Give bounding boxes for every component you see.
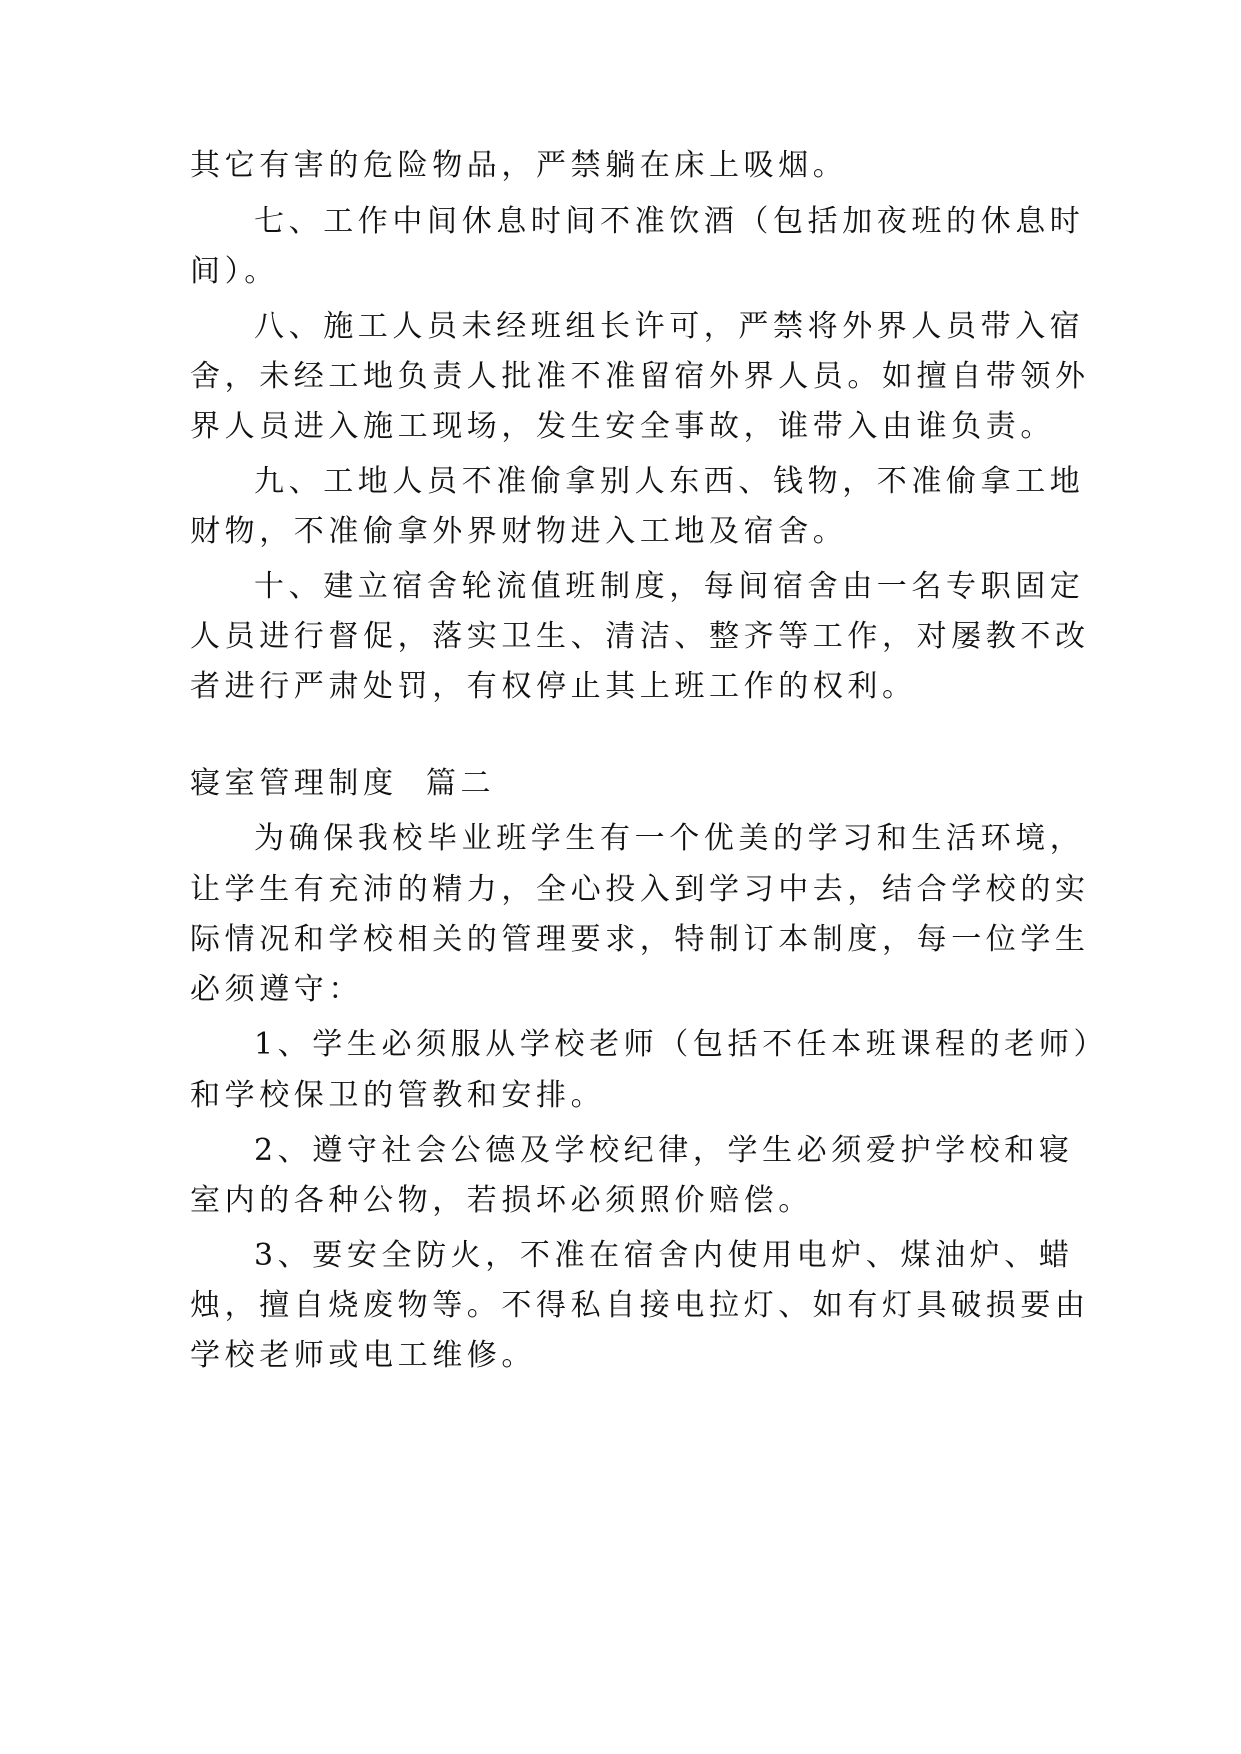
text-line: 际情况和学校相关的管理要求，特制订本制度，每一位学生 (190, 922, 1090, 957)
text-line: 和学校保卫的管教和安排。 (190, 1078, 606, 1113)
text-line: 者进行严肃处罚，有权停止其上班工作的权利。 (190, 669, 917, 704)
text-line: 其它有害的危险物品，严禁躺在床上吸烟。 (190, 148, 848, 183)
text-line: 间）。 (190, 254, 279, 289)
text-line: 舍，未经工地负责人批准不准留宿外界人员。如擅自带领外 (190, 359, 1090, 394)
text-line: 财物，不准偷拿外界财物进入工地及宿舍。 (190, 514, 848, 549)
text-line: 界人员进入施工现场，发生安全事故，谁带入由谁负责。 (190, 409, 1055, 444)
text-line: 九、工地人员不准偷拿别人东西、钱物，不准偷拿工地 (254, 464, 1085, 499)
text-line: 八、施工人员未经班组长许可，严禁将外界人员带入宿 (254, 309, 1085, 344)
text-line: 十、建立宿舍轮流值班制度，每间宿舍由一名专职固定 (254, 569, 1085, 604)
text-line: 为确保我校毕业班学生有一个优美的学习和生活环境， (254, 821, 1085, 856)
text-line: 学校老师或电工维修。 (190, 1338, 536, 1373)
text-line: 人员进行督促，落实卫生、清洁、整齐等工作，对屡教不改 (190, 619, 1090, 654)
section-heading: 寝室管理制度 篇二 (190, 766, 496, 801)
text-line: 2、遵守社会公德及学校纪律，学生必须爱护学校和寝 (254, 1133, 1074, 1168)
text-line: 3、要安全防火，不准在宿舍内使用电炉、煤油炉、蜡 (254, 1238, 1074, 1273)
text-line: 烛，擅自烧废物等。不得私自接电拉灯、如有灯具破损要由 (190, 1288, 1090, 1323)
text-line: 必须遵守： (190, 972, 363, 1007)
text-line: 室内的各种公物，若损坏必须照价赔偿。 (190, 1183, 813, 1218)
text-line: 七、工作中间休息时间不准饮酒（包括加夜班的休息时 (254, 204, 1085, 239)
text-line: 1、学生必须服从学校老师（包括不任本班课程的老师） (254, 1027, 1109, 1062)
text-line: 让学生有充沛的精力，全心投入到学习中去，结合学校的实 (190, 872, 1090, 907)
